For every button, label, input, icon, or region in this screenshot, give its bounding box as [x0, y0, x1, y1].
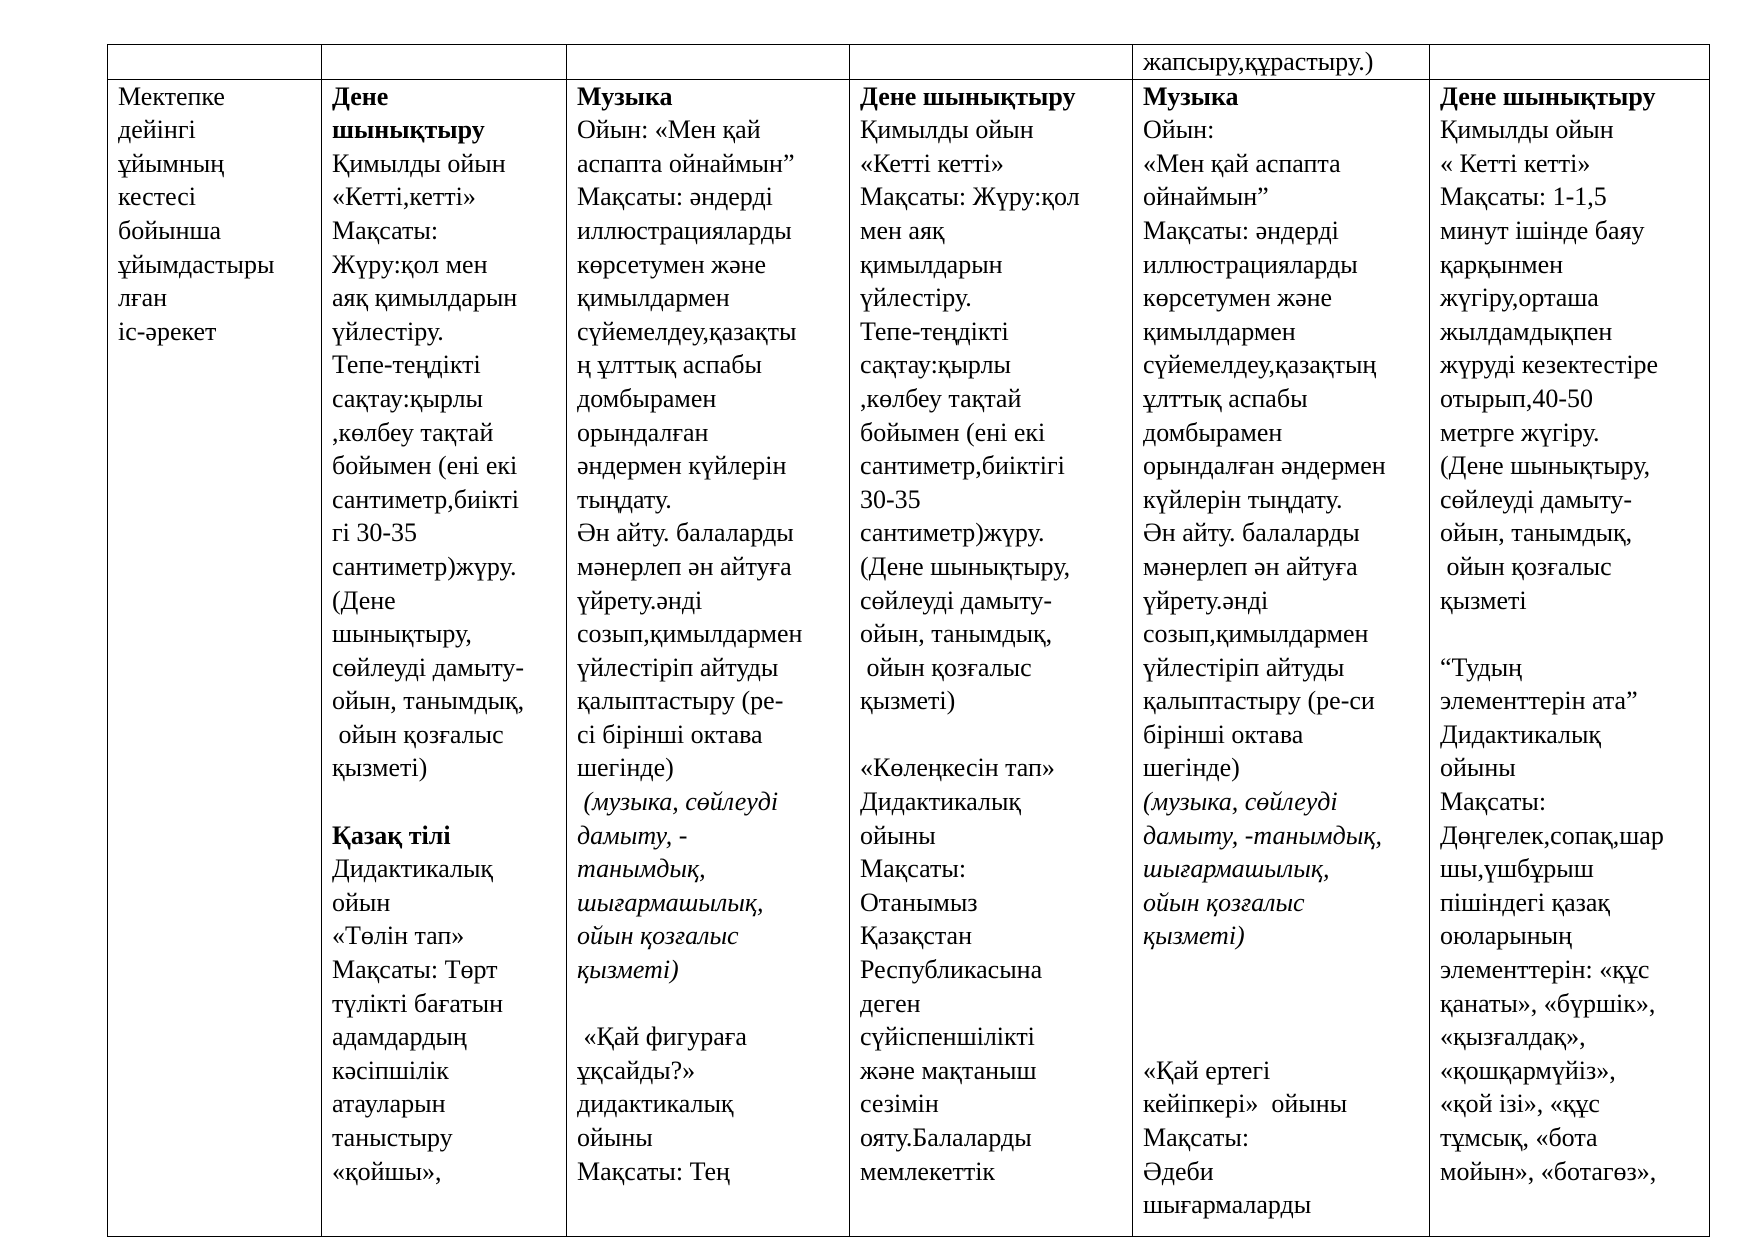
- day-column-4: [1133, 79, 1430, 1236]
- activity-note: (музыка, сөйлеуді дамыту, - танымдық, шығармашылық, ойын қозғалыс қызметі): [577, 787, 779, 985]
- row-label: Мектепке дейінгі ұйымның кестесі бойынша ұйымдастыры лған іс-әрекет: [118, 81, 275, 346]
- subject-heading: Музыка: [577, 81, 673, 111]
- cell-text: жапсыру,құрастыру.): [1143, 47, 1374, 76]
- activity-text: Ойын: «Мен қай аспапта ойнаймын” Мақсаты: әндерді иллюстрацияларды көрсетумен және қимылдармен сүйемелдеу,қазақтың ұлттық аспабы домбырамен орындалған әндермен күйлерін тыңдату. Ән айту. балаларды мәнерлеп ән айтуға үйрету.әнді созып,қимылдармен үйлестіріп айтуды қалыптастыру (ре-си бірінші октава шегінде): [1143, 115, 1386, 783]
- activity-text: «Қай фигураға ұқсайды?» дидактикалық ойыны Мақсаты: Тең: [577, 1022, 747, 1186]
- subject-heading: Дене шынықтыру: [860, 81, 1076, 111]
- subject-heading: Дене шынықтыру: [332, 81, 485, 145]
- subject-heading: Қазақ тілі: [332, 820, 451, 850]
- row-label-cell: [108, 79, 322, 1236]
- table-row-top: [108, 45, 1710, 80]
- table-cell: [1133, 45, 1430, 80]
- table-cell: [567, 45, 850, 80]
- activity-text: Қимылды ойын «Кетті,кетті» Мақсаты: Жүру:қол мен аяқ қимылдарын үйлестіру. Тепе-теңдікті сақтау:қырлы ,көлбеу тақтай бойымен (ені екі сантиметр,биікті гі 30-35 сантиметр)жүру. (Дене шынықтыру, сөйлеуді дамыту- ойын, танымдық, ойын қозғалыс қызметі): [332, 148, 525, 783]
- schedule-table: [107, 44, 1710, 1237]
- day-column-3: [850, 79, 1133, 1236]
- activity-text: «Қай ертегі кейіпкері» ойыны Мақсаты: Әдеби шығармаларды: [1143, 1055, 1348, 1220]
- subject-heading: Дене шынықтыру: [1440, 81, 1656, 111]
- activity-note: (музыка, сөйлеуді дамыту, -танымдық, шығармашылық, ойын қозғалыс қызметі): [1143, 787, 1383, 951]
- day-column-1: [322, 79, 567, 1236]
- activity-text: Дидактикалық ойын «Төлін тап» Мақсаты: Төрт түлікті бағатын адамдардың кәсіпшілік атауларын таныстыру «қойшы»,: [332, 854, 503, 1186]
- table-cell: [1430, 45, 1710, 80]
- table-cell: [108, 45, 322, 80]
- subject-heading: Музыка: [1143, 81, 1239, 111]
- activity-text: Қимылды ойын «Кетті кетті» Мақсаты: Жүру:қол мен аяқ қимылдарын үйлестіру. Тепе-теңдікті сақтау:қырлы ,көлбеу тақтай бойымен (ені екі сантиметр,биіктігі 30-35 сантиметр)жүру. (Дене шынықтыру, сөйлеуді дамыту- ойын, танымдық, ойын қозғалыс қызметі) «Көлеңкесін тап» Дидактикалық ойыны Мақсаты: Отанымыз Қазақстан Республикасына деген сүйіспеншілікті және мақтаныш сезімін ояту.Балаларды мемлекеттік: [860, 115, 1080, 1186]
- table-cell: [322, 45, 567, 80]
- day-column-2: [567, 79, 850, 1236]
- activity-text: Қимылды ойын « Кетті кетті» Мақсаты: 1-1,5 минут ішінде баяу қарқынмен жүгіру,орташа жылдамдықпен жүруді кезектестіре отырып,40-50 метрге жүгіру. (Дене шынықтыру, сөйлеуді дамыту- ойын, танымдық, ойын қозғалыс қызметі “Тудың элементтерін ата” Дидактикалық ойыны Мақсаты: Дөңгелек,сопақ,шар шы,үшбұрыш пішіндегі қазақ оюларының элементтерін: «құс қанаты», «бүршік», «қызғалдақ», «қошқармүйіз», «қой ізі», «құс тұмсық, «бота мойын», «ботагөз»,: [1440, 115, 1664, 1186]
- day-column-5: [1430, 79, 1710, 1236]
- table-cell: [850, 45, 1133, 80]
- table-row-main: [108, 79, 1710, 1236]
- activity-text: Ойын: «Мен қай аспапта ойнаймын” Мақсаты: әндерді иллюстрацияларды көрсетумен және қимылдармен сүйемелдеу,қазақты ң ұлттық аспабы домбырамен орындалған әндермен күйлерін тыңдату. Ән айту. балаларды мәнерлеп ән айтуға үйрету.әнді созып,қимылдармен үйлестіріп айтуды қалыптастыру (ре- сі бірінші октава шегінде): [577, 115, 803, 783]
